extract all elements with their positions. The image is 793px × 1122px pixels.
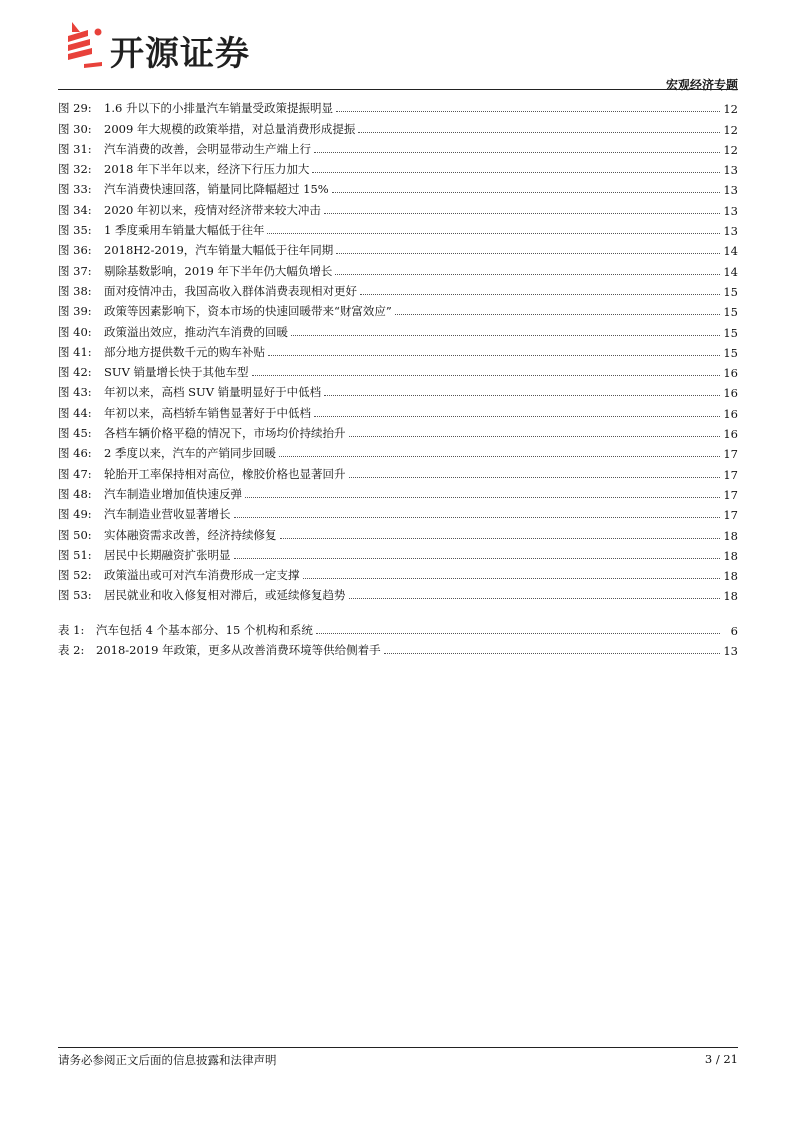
company-name: 开源证券: [110, 34, 250, 74]
dot-leader: [332, 191, 720, 193]
entry-title: 各档车辆价格平稳的情况下，市场均价持续抬升: [104, 426, 346, 441]
toc-figure-entry[interactable]: [58, 116, 738, 136]
entry-title: 实体融资需求改善，经济持续修复: [104, 527, 277, 542]
entry-title: 2009 年大规模的政策举措，对总量消费形成提振: [104, 121, 356, 136]
toc-figure-entry[interactable]: [58, 502, 738, 522]
toc-figure-entry[interactable]: [58, 522, 738, 542]
entry-label: 图 31:: [58, 141, 92, 156]
entry-title: 政策等因素影响下，资本市场的快速回暖带来“财富效应”: [104, 304, 392, 319]
dot-leader: [252, 374, 720, 376]
entry-title: 汽车包括 4 个基本部分、15 个机构和系统: [96, 622, 313, 637]
entry-page-number: 15: [723, 345, 738, 360]
entry-title: 部分地方提供数千元的购车补贴: [104, 344, 265, 359]
dot-leader: [324, 212, 720, 214]
toc-figure-entry[interactable]: [58, 543, 738, 563]
entry-title: 年初以来，高档轿车销售显著好于中低档: [104, 405, 311, 420]
entry-title: 2018 年下半年以来，经济下行压力加大: [104, 162, 310, 177]
entry-label: 图 49:: [58, 507, 92, 522]
entry-title: 2018H2-2019，汽车销量大幅低于往年同期: [104, 243, 334, 258]
entry-page-number: 16: [723, 406, 738, 421]
entry-title: 汽车消费快速回落，销量同比降幅超过 15%: [104, 182, 329, 197]
entry-title: 2018-2019 年政策，更多从改善消费环境等供给侧着手: [96, 643, 381, 658]
toc-figure-entry[interactable]: [58, 380, 738, 400]
entry-page-number: 18: [723, 548, 738, 563]
entry-label: 图 38:: [58, 283, 92, 298]
entry-label: 图 53:: [58, 588, 92, 603]
kaiyuan-logo-icon: [58, 18, 108, 70]
entry-page-number: 17: [723, 508, 738, 523]
dot-leader: [336, 252, 720, 254]
entry-label: 图 52:: [58, 568, 92, 583]
entry-page-number: 13: [723, 183, 738, 198]
entry-page-number: 13: [723, 644, 738, 659]
toc-figure-entry[interactable]: [58, 157, 738, 177]
section-spacer: [58, 603, 738, 617]
dot-leader: [336, 110, 720, 112]
entry-label: 图 50:: [58, 527, 92, 542]
entry-page-number: 18: [723, 528, 738, 543]
entry-label: 图 44:: [58, 405, 92, 420]
table-list: [58, 617, 738, 658]
entry-page-number: 15: [723, 325, 738, 340]
entry-page-number: 14: [723, 264, 738, 279]
page-header: [58, 18, 738, 90]
entry-title: 政策溢出或可对汽车消费形成一定支撑: [104, 568, 300, 583]
dot-leader: [291, 334, 720, 336]
entry-label: 图 29:: [58, 101, 92, 116]
dot-leader: [303, 577, 721, 579]
entry-label: 图 36:: [58, 243, 92, 258]
entry-page-number: 16: [723, 427, 738, 442]
toc-figure-entry[interactable]: [58, 360, 738, 380]
entry-title: 2 季度以来，汽车的产销同步回暖: [104, 446, 276, 461]
entry-page-number: 16: [723, 386, 738, 401]
toc-figure-entry[interactable]: [58, 137, 738, 157]
dot-leader: [234, 557, 721, 559]
entry-title: 2020 年初以来，疫情对经济带来较大冲击: [104, 202, 321, 217]
footer-divider: [58, 1047, 738, 1048]
toc-figure-entry[interactable]: [58, 218, 738, 238]
dot-leader: [268, 354, 720, 356]
dot-leader: [349, 435, 721, 437]
dot-leader: [349, 597, 721, 599]
entry-page-number: 12: [723, 142, 738, 157]
entry-title: 轮胎开工率保持相对高位，橡胶价格也显著回升: [104, 466, 346, 481]
toc-figure-entry[interactable]: [58, 441, 738, 461]
entry-label: 图 33:: [58, 182, 92, 197]
entry-title: 面对疫情冲击，我国高收入群体消费表现相对更好: [104, 283, 357, 298]
entry-page-number: 6: [730, 623, 738, 638]
dot-leader: [316, 632, 720, 634]
entry-page-number: 15: [723, 284, 738, 299]
toc-figure-entry[interactable]: [58, 197, 738, 217]
entry-page-number: 17: [723, 487, 738, 502]
dot-leader: [314, 151, 720, 153]
entry-title: 居民就业和收入修复相对滞后，或延续修复趋势: [104, 588, 346, 603]
toc-figure-entry[interactable]: [58, 461, 738, 481]
entry-label: 图 34:: [58, 202, 92, 217]
dot-leader: [279, 455, 720, 457]
toc-table-entry[interactable]: [58, 617, 738, 637]
toc-figure-entry[interactable]: [58, 319, 738, 339]
toc-table-entry[interactable]: [58, 638, 738, 658]
entry-page-number: 13: [723, 224, 738, 239]
table-of-figures: [58, 96, 738, 658]
entry-title: 政策溢出效应，推动汽车消费的回暖: [104, 324, 288, 339]
entry-page-number: 17: [723, 467, 738, 482]
toc-figure-entry[interactable]: [58, 400, 738, 420]
entry-title: 1 季度乘用车销量大幅低于往年: [104, 223, 265, 238]
toc-figure-entry[interactable]: [58, 583, 738, 603]
entry-page-number: 12: [723, 122, 738, 137]
entry-title: 1.6 升以下的小排量汽车销量受政策提振明显: [104, 101, 333, 116]
entry-label: 图 32:: [58, 162, 92, 177]
entry-label: 图 43:: [58, 385, 92, 400]
entry-page-number: 12: [723, 102, 738, 117]
entry-title: 汽车制造业增加值快速反弹: [104, 486, 242, 501]
toc-figure-entry[interactable]: [58, 482, 738, 502]
entry-label: 图 46:: [58, 446, 92, 461]
entry-label: 图 41:: [58, 344, 92, 359]
entry-label: 图 47:: [58, 466, 92, 481]
entry-label: 表 2:: [58, 643, 85, 658]
entry-page-number: 14: [723, 244, 738, 259]
entry-page-number: 15: [723, 305, 738, 320]
entry-title: 年初以来，高档 SUV 销量明显好于中低档: [104, 385, 322, 400]
dot-leader: [360, 293, 720, 295]
header-divider: [58, 89, 738, 90]
entry-page-number: 13: [723, 203, 738, 218]
entry-title: 剔除基数影响，2019 年下半年仍大幅负增长: [104, 263, 333, 278]
entry-label: 图 42:: [58, 365, 92, 380]
report-type-label: 宏观经济专题: [665, 78, 738, 92]
toc-figure-entry[interactable]: [58, 258, 738, 278]
dot-leader: [234, 516, 721, 518]
dot-leader: [280, 537, 721, 539]
entry-label: 图 39:: [58, 304, 92, 319]
toc-figure-entry[interactable]: [58, 279, 738, 299]
entry-title: 汽车制造业营收显著增长: [104, 507, 231, 522]
page-number: 3 / 21: [704, 1052, 738, 1066]
dot-leader: [395, 313, 720, 315]
dot-leader: [384, 652, 720, 654]
toc-figure-entry[interactable]: [58, 299, 738, 319]
entry-page-number: 18: [723, 589, 738, 604]
dot-leader: [314, 415, 720, 417]
entry-label: 图 37:: [58, 263, 92, 278]
entry-page-number: 13: [723, 163, 738, 178]
entry-page-number: 16: [723, 366, 738, 381]
entry-page-number: 17: [723, 447, 738, 462]
toc-figure-entry[interactable]: [58, 340, 738, 360]
entry-label: 图 35:: [58, 223, 92, 238]
entry-label: 图 45:: [58, 426, 92, 441]
entry-label: 图 40:: [58, 324, 92, 339]
dot-leader: [349, 476, 721, 478]
toc-figure-entry[interactable]: [58, 177, 738, 197]
figure-list: [58, 96, 738, 603]
toc-figure-entry[interactable]: [58, 421, 738, 441]
dot-leader: [335, 273, 720, 275]
entry-label: 图 48:: [58, 486, 92, 501]
entry-title: 居民中长期融资扩张明显: [104, 547, 231, 562]
dot-leader: [312, 171, 720, 173]
toc-figure-entry[interactable]: [58, 238, 738, 258]
entry-title: 汽车消费的改善，会明显带动生产端上行: [104, 141, 311, 156]
company-logo: [58, 18, 318, 74]
dot-leader: [324, 394, 720, 396]
dot-leader: [358, 131, 720, 133]
entry-title: SUV 销量增长快于其他车型: [104, 365, 249, 380]
dot-leader: [245, 496, 720, 498]
toc-figure-entry[interactable]: [58, 96, 738, 116]
entry-label: 表 1:: [58, 622, 85, 637]
toc-figure-entry[interactable]: [58, 563, 738, 583]
dot-leader: [267, 232, 720, 234]
entry-label: 图 30:: [58, 121, 92, 136]
entry-label: 图 51:: [58, 547, 92, 562]
entry-page-number: 18: [723, 569, 738, 584]
disclaimer-text: 请务必参阅正文后面的信息披露和法律声明: [58, 1053, 277, 1067]
